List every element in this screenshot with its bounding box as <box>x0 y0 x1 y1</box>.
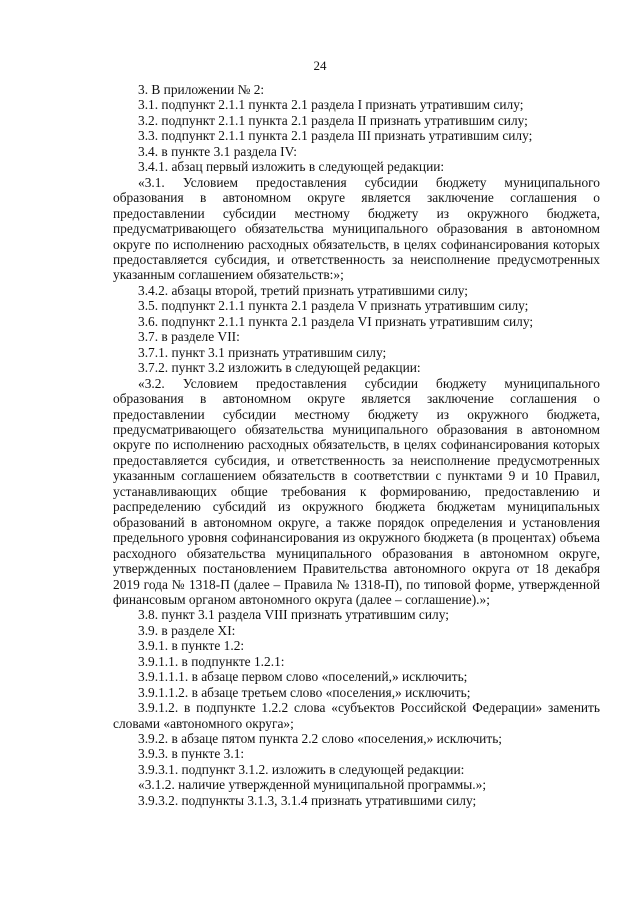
paragraph: 3.9.3.2. подпункты 3.1.3, 3.1.4 признать утратившими силу; <box>138 792 477 808</box>
paragraph: 3.6. подпункт 2.1.1 пункта 2.1 раздела VI признать утратившим силу; <box>138 313 534 329</box>
paragraph: 3.9.1.1. в подпункте 1.2.1: <box>138 653 285 669</box>
paragraph: 3.4.1. абзац первый изложить в следующей редакции: <box>138 159 445 175</box>
paragraph: 3.9.1.1.2. в абзаце третьем слово «поселения,» исключить; <box>138 684 471 700</box>
paragraph: 3.9.3. в пункте 3.1: <box>138 746 245 762</box>
paragraph: 3.9.1. в пункте 1.2: <box>138 638 245 654</box>
paragraph: 3. В приложении № 2: <box>138 82 265 97</box>
paragraph: 3.8. пункт 3.1 раздела VIII признать утратившим силу; <box>138 607 449 623</box>
paragraph: 3.9.2. в абзаце пятом пункта 2.2 слово «поселения,» исключить; <box>138 731 503 747</box>
page-number: 24 <box>313 58 327 73</box>
paragraph: 3.1. подпункт 2.1.1 пункта 2.1 раздела I признать утратившим силу; <box>138 97 524 113</box>
paragraph: 3.4. в пункте 3.1 раздела IV: <box>138 143 297 159</box>
paragraph: 3.9.1.1.1. в абзаце первом слово «поселений,» исключить; <box>138 669 468 685</box>
paragraph: 3.2. подпункт 2.1.1 пункта 2.1 раздела II признать утратившим силу; <box>138 112 528 128</box>
paragraph: 3.9.3.1. подпункт 3.1.2. изложить в следующей редакции: <box>138 761 465 777</box>
paragraph: 3.4.2. абзацы второй, третий признать утратившими силу; <box>138 282 468 298</box>
paragraph: 3.7. в разделе VII: <box>138 329 240 345</box>
document-body <box>113 82 600 808</box>
paragraph: «3.1. Условием предоставления субсидии бюджету муниципального образования в автономном округе является заключение соглашения о предоставлении субсидии местному бюджету из окружного бюджета, предусматривающего обязательства муниципального образования в автономном округе по исполнению расходных обязательств, в целях софинансирования которых предоставляется субсидия, и ответственность за неисполнение предусмотренных указанным соглашением обязательств:»; <box>113 174 600 283</box>
paragraph: «3.2. Условием предоставления субсидии бюджету муниципального образования в автономном округе является заключение соглашения о предоставлении субсидии местному бюджету из окружного бюджета, предусматривающего обязательства муниципального образования в автономном округе по исполнению расходных обязательств, в целях софинансирования которых предоставляется субсидия, и ответственность за неисполнение предусмотренных указанным соглашением обязательств в соответствии с пунктами 9 и 10 Правил, устанавливающих общие требования к формированию, предоставлению и распределению субсидий из окружного бюджета бюджетам муниципальных образований в автономном округе, а также порядок определения и установления предельного уровня софинансирования из окружного бюджета (в процентах) объема расходного обязательства муниципального образования в автономном округе, утвержденных постановлением Правительства автономного округа от 18 декабря 2019 года № 1318-П (далее – Правила № 1318-П), по типовой форме, утвержденной финансовым органом автономного округа (далее – соглашение).»; <box>113 375 600 607</box>
paragraph: 3.9. в разделе XI: <box>138 622 236 638</box>
paragraph: 3.5. подпункт 2.1.1 пункта 2.1 раздела V признать утратившим силу; <box>138 298 529 314</box>
paragraph: 3.9.1.2. в подпункте 1.2.2 слова «субъектов Российской Федерации» заменить словами «автономного округа»; <box>113 700 600 731</box>
paragraph: 3.3. подпункт 2.1.1 пункта 2.1 раздела III признать утратившим силу; <box>138 128 533 144</box>
paragraph: «3.1.2. наличие утвержденной муниципальной программы.»; <box>138 777 487 793</box>
paragraph: 3.7.1. пункт 3.1 признать утратившим силу; <box>138 344 387 360</box>
paragraph: 3.7.2. пункт 3.2 изложить в следующей редакции: <box>138 360 421 376</box>
